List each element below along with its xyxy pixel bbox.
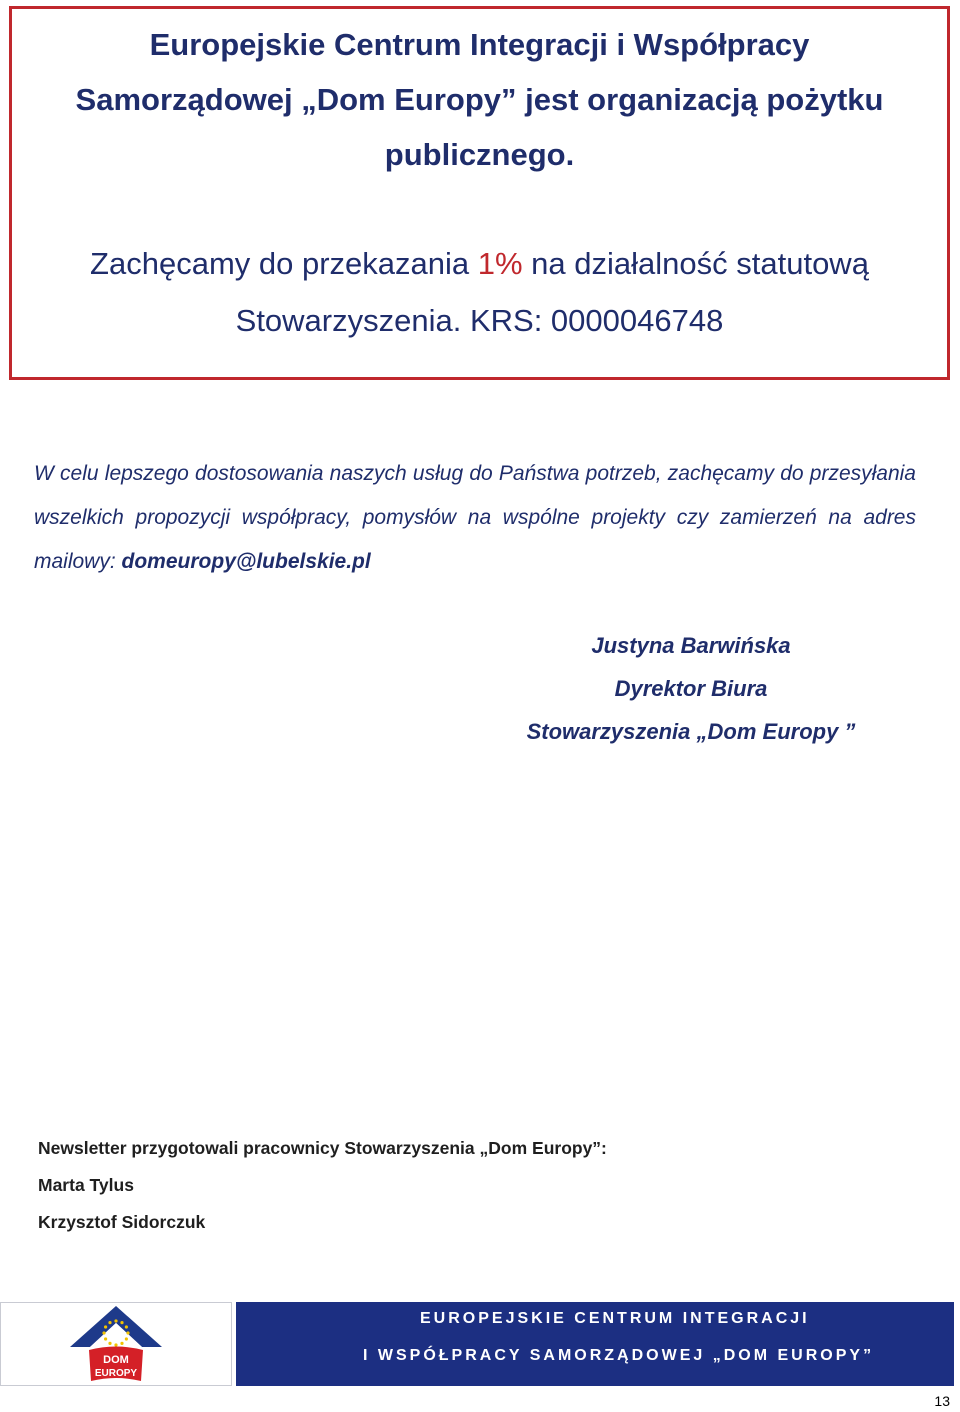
logo-text-top: DOM — [103, 1354, 129, 1366]
email-link[interactable]: domeuropy@lubelskie.pl — [121, 550, 371, 573]
notice-line-1: Europejskie Centrum Integracji i Współpracy — [149, 27, 810, 62]
signature-organization: Stowarzyszenia „Dom Europy ” — [526, 719, 856, 744]
house-logo-icon — [1, 1303, 231, 1385]
dom-europy-logo — [0, 1302, 232, 1386]
page-number: 13 — [934, 1393, 950, 1409]
percent-highlight: 1% — [477, 246, 523, 281]
signature-name: Justyna Barwińska — [591, 633, 791, 658]
signature-block — [480, 624, 902, 753]
banner-line-1: EUROPEJSKIE CENTRUM INTEGRACJI — [420, 1310, 810, 1327]
notice-line-4-text-end: na działalność statutową — [522, 246, 869, 281]
credits-block — [38, 1130, 607, 1241]
notice-line-3: publicznego. — [384, 137, 575, 172]
notice-line-4-text: Zachęcamy do przekazania — [90, 246, 478, 281]
footer-banner — [236, 1302, 954, 1386]
banner-line-2: I WSPÓŁPRACY SAMORZĄDOWEJ „DOM EUROPY” — [363, 1347, 875, 1364]
notice-line-4 — [12, 236, 947, 291]
notice-line-5: Stowarzyszenia. KRS: 0000046748 — [235, 303, 724, 338]
notice-box — [9, 6, 950, 380]
logo-text-bottom: EUROPY — [94, 1368, 138, 1379]
credits-person: Marta Tylus — [38, 1175, 134, 1195]
invitation-paragraph — [34, 452, 916, 584]
credits-heading: Newsletter przygotowali pracownicy Stowarzyszenia „Dom Europy”: — [38, 1138, 607, 1158]
notice-line-2: Samorządowej „Dom Europy” jest organizacją pożytku — [75, 82, 884, 117]
invitation-text: W celu lepszego dostosowania naszych usług do Państwa potrzeb, zachęcamy do przesyłania wszelkich propozycji współpracy, pomysłów na wspólne projekty czy zamierzeń na adres mailowy: — [34, 462, 916, 573]
signature-role: Dyrektor Biura — [614, 676, 768, 701]
credits-person: Krzysztof Sidorczuk — [38, 1212, 206, 1232]
